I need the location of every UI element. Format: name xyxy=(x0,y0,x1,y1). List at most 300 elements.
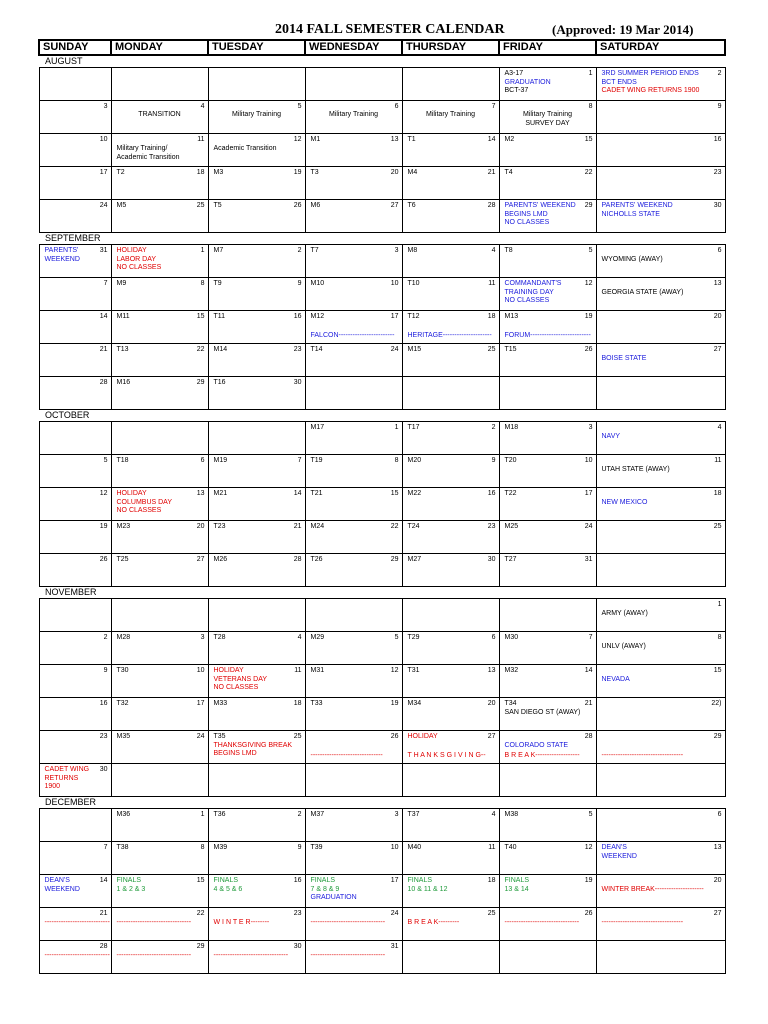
day-cell-oct-5 xyxy=(40,455,111,487)
event-text: M27 xyxy=(407,556,422,563)
day-number: 27 xyxy=(487,733,496,740)
day-cell-sep-29 xyxy=(112,377,208,409)
event-text: VETERANS DAY xyxy=(213,675,268,683)
day-cell-aug-24 xyxy=(40,200,111,232)
day-cell-empty xyxy=(112,68,208,100)
day-cell-oct-15 xyxy=(306,488,402,520)
event-text: COLORADO STATE xyxy=(504,742,569,749)
day-number: 13 xyxy=(390,136,399,143)
event-text: M2 xyxy=(504,136,515,143)
day-number: 17 xyxy=(390,877,399,884)
event-text: M37 xyxy=(310,811,325,818)
day-number: 22 xyxy=(196,346,205,353)
day-cell-dec-11 xyxy=(403,842,499,874)
day-cell-dec-25 xyxy=(403,908,499,940)
event-text: FINALS xyxy=(116,877,142,884)
day-cell-empty xyxy=(403,941,499,973)
event-text: ----------------------------------- xyxy=(601,919,684,926)
day-cell-sep-7 xyxy=(40,278,111,310)
day-number: 2 xyxy=(717,70,722,77)
week-row xyxy=(39,908,725,941)
event-text: 7 & 8 & 9 xyxy=(310,885,340,893)
event-text: CADET WING xyxy=(44,766,90,773)
week-row xyxy=(39,941,725,974)
day-cell-empty xyxy=(500,599,596,631)
day-cell-nov-6 xyxy=(403,632,499,664)
day-cell-dec-30 xyxy=(209,941,305,973)
day-cell-aug-29 xyxy=(500,200,596,232)
day-cell-sep-11 xyxy=(403,278,499,310)
event-text: M39 xyxy=(213,844,228,851)
header-wednesday: WEDNESDAY xyxy=(305,40,402,55)
event-text: M21 xyxy=(213,490,228,497)
week-row xyxy=(39,665,725,698)
day-cell-sep-21 xyxy=(40,344,111,376)
day-number: 17 xyxy=(390,313,399,320)
day-cell-dec-2 xyxy=(209,809,305,841)
day-cell-empty xyxy=(306,377,402,409)
day-cell-empty xyxy=(500,764,596,796)
month-label-october: OCTOBER xyxy=(39,410,725,422)
day-number: 23 xyxy=(293,910,302,917)
day-cell-empty xyxy=(112,764,208,796)
day-number: 14 xyxy=(487,136,496,143)
week-row xyxy=(39,200,725,233)
event-text: CADET WING RETURNS 1900 xyxy=(601,87,700,94)
event-text: M4 xyxy=(407,169,418,176)
day-cell-sep-16 xyxy=(209,311,305,343)
approval-note: (Approved: 19 Mar 2014) xyxy=(552,22,694,37)
day-number: 20 xyxy=(196,523,205,530)
day-cell-oct-29 xyxy=(306,554,402,586)
day-cell-oct-30 xyxy=(403,554,499,586)
event-text: B R E A K------------------- xyxy=(504,752,580,759)
day-number: 17 xyxy=(584,490,593,497)
event-text: -------------------------------- xyxy=(504,919,580,926)
day-number: 9 xyxy=(103,667,108,674)
week-row xyxy=(39,632,725,665)
day-number: 30 xyxy=(293,943,302,950)
day-cell-dec-31 xyxy=(306,941,402,973)
event-text: M12 xyxy=(310,313,325,320)
day-number: 4 xyxy=(297,634,302,641)
day-cell-oct-3 xyxy=(500,422,596,454)
event-text: BEGINS LMD xyxy=(504,210,548,218)
day-number: 25 xyxy=(713,523,722,530)
day-cell-nov-10 xyxy=(112,665,208,697)
event-text: NICHOLLS STATE xyxy=(601,210,660,218)
week-row xyxy=(39,731,725,764)
day-cell-dec-15 xyxy=(112,875,208,907)
day-cell-aug-17 xyxy=(40,167,111,199)
day-number: 30 xyxy=(99,766,108,773)
event-text: BEGINS LMD xyxy=(213,750,257,757)
day-cell-sep-22 xyxy=(112,344,208,376)
day-number: 7 xyxy=(588,634,593,641)
event-text: RETURNS xyxy=(44,774,79,782)
event-text: M5 xyxy=(116,202,127,209)
event-text: M7 xyxy=(213,247,224,254)
event-text: HOLIDAY xyxy=(116,490,147,497)
day-number: 6 xyxy=(200,457,205,464)
day-cell-sep-30 xyxy=(209,377,305,409)
event-text: PARENTS' xyxy=(44,247,79,254)
day-number: 13 xyxy=(196,490,205,497)
event-text: HOLIDAY xyxy=(116,247,147,254)
event-text: M34 xyxy=(407,700,422,707)
event-text: SAN DIEGO ST (AWAY) xyxy=(504,708,581,716)
month-label-december: DECEMBER xyxy=(39,797,725,809)
week-row xyxy=(39,311,725,344)
day-number: 22) xyxy=(711,700,722,707)
header-thursday: THURSDAY xyxy=(402,40,499,55)
event-text: T21 xyxy=(310,490,323,497)
day-number: 7 xyxy=(103,280,108,287)
day-cell-oct-7 xyxy=(209,455,305,487)
event-text: NO CLASSES xyxy=(116,507,162,514)
day-number: 18 xyxy=(487,313,496,320)
day-number: 27 xyxy=(196,556,205,563)
day-number: 12 xyxy=(584,844,593,851)
day-number: 20 xyxy=(390,169,399,176)
day-cell-sep-14 xyxy=(40,311,111,343)
day-cell-empty xyxy=(40,422,111,454)
day-cell-sep-27 xyxy=(597,344,725,376)
day-cell-sep-28 xyxy=(40,377,111,409)
event-text: M15 xyxy=(407,346,422,353)
day-cell-nov-25 xyxy=(209,731,305,763)
event-text: T10 xyxy=(407,280,420,287)
day-number: 21 xyxy=(293,523,302,530)
day-number: 8 xyxy=(717,634,722,641)
day-cell-aug-28 xyxy=(403,200,499,232)
day-cell-empty xyxy=(209,764,305,796)
day-number: 3 xyxy=(394,247,399,254)
day-cell-dec-10 xyxy=(306,842,402,874)
day-cell-aug-11 xyxy=(112,134,208,166)
day-number: 30 xyxy=(293,379,302,386)
day-cell-aug-23 xyxy=(597,167,725,199)
day-cell-dec-8 xyxy=(112,842,208,874)
day-number: 30 xyxy=(713,202,722,209)
event-text: M29 xyxy=(310,634,325,641)
event-text: TRAINING DAY xyxy=(504,288,554,296)
day-number: 26 xyxy=(584,346,593,353)
day-cell-dec-9 xyxy=(209,842,305,874)
event-text: T14 xyxy=(310,346,323,353)
day-number: 24 xyxy=(390,346,399,353)
event-text: WEEKEND xyxy=(44,885,80,893)
event-text: NEVADA xyxy=(601,676,630,683)
day-cell-oct-27 xyxy=(112,554,208,586)
day-number: 20 xyxy=(713,313,722,320)
week-row xyxy=(39,842,725,875)
day-number: 12 xyxy=(99,490,108,497)
event-text: B R E A K--------- xyxy=(407,919,460,926)
day-number: 11 xyxy=(714,457,722,464)
day-number: 13 xyxy=(713,280,722,287)
day-number: 29 xyxy=(390,556,399,563)
week-row xyxy=(39,422,725,455)
event-text: HOLIDAY xyxy=(213,667,244,674)
event-text: TRANSITION xyxy=(138,111,181,118)
day-cell-dec-4 xyxy=(403,809,499,841)
day-number: 19 xyxy=(584,313,593,320)
event-text: M38 xyxy=(504,811,519,818)
day-number: 29 xyxy=(584,202,593,209)
day-number: 18 xyxy=(713,490,722,497)
event-text: M1 xyxy=(310,136,321,143)
day-cell-empty xyxy=(306,599,402,631)
day-number: 7 xyxy=(103,844,108,851)
event-text: NAVY xyxy=(601,433,621,440)
event-text: M32 xyxy=(504,667,519,674)
event-text: T8 xyxy=(504,247,513,254)
month-label-november: NOVEMBER xyxy=(39,587,725,599)
day-number: 19 xyxy=(293,169,302,176)
day-cell-dec-3 xyxy=(306,809,402,841)
day-cell-aug-22 xyxy=(500,167,596,199)
day-cell-dec-13 xyxy=(597,842,725,874)
day-number: 27 xyxy=(713,346,722,353)
day-cell-aug-7 xyxy=(403,101,499,133)
day-number: 29 xyxy=(713,733,722,740)
day-number: 26 xyxy=(99,556,108,563)
event-text: LABOR DAY xyxy=(116,255,157,263)
day-cell-oct-9 xyxy=(403,455,499,487)
day-number: 23 xyxy=(99,733,108,740)
day-number: 14 xyxy=(293,490,302,497)
event-text: T28 xyxy=(213,634,226,641)
event-text: T13 xyxy=(116,346,129,353)
day-cell-dec-17 xyxy=(306,875,402,907)
day-cell-dec-16 xyxy=(209,875,305,907)
event-text: UTAH STATE (AWAY) xyxy=(601,466,670,473)
event-text: 1900 xyxy=(44,783,61,790)
day-cell-empty xyxy=(40,599,111,631)
day-cell-nov-5 xyxy=(306,632,402,664)
event-text: T18 xyxy=(116,457,129,464)
day-cell-empty xyxy=(306,68,402,100)
event-text: NEW MEXICO xyxy=(601,499,648,506)
day-cell-oct-4 xyxy=(597,422,725,454)
event-text: FINALS xyxy=(504,877,530,884)
event-text: M8 xyxy=(407,247,418,254)
day-cell-sep-3 xyxy=(306,245,402,277)
day-number: 1 xyxy=(394,424,399,431)
day-number: 24 xyxy=(390,910,399,917)
day-number: 17 xyxy=(99,169,108,176)
event-text: M23 xyxy=(116,523,131,530)
day-cell-sep-18 xyxy=(403,311,499,343)
day-cell-aug-1 xyxy=(500,68,596,100)
day-number: 28 xyxy=(584,733,593,740)
day-number: 5 xyxy=(394,634,399,641)
event-text: T38 xyxy=(116,844,129,851)
day-number: 3 xyxy=(103,103,108,110)
day-cell-oct-25 xyxy=(597,521,725,553)
day-cell-dec-20 xyxy=(597,875,725,907)
day-number: 16 xyxy=(293,877,302,884)
day-cell-oct-21 xyxy=(209,521,305,553)
day-number: 28 xyxy=(293,556,302,563)
day-number: 9 xyxy=(297,844,302,851)
day-number: 9 xyxy=(491,457,496,464)
day-number: 1 xyxy=(200,247,205,254)
day-cell-aug-15 xyxy=(500,134,596,166)
day-number: 21 xyxy=(99,910,108,917)
day-cell-aug-2 xyxy=(597,68,725,100)
day-cell-empty xyxy=(112,422,208,454)
event-text: UNLV (AWAY) xyxy=(601,643,646,650)
event-text: HERITAGE--------------------- xyxy=(407,332,492,339)
day-cell-nov-15 xyxy=(597,665,725,697)
event-text: M22 xyxy=(407,490,422,497)
header-monday: MONDAY xyxy=(111,40,208,55)
event-text: GEORGIA STATE (AWAY) xyxy=(601,289,684,296)
event-text: FALCON------------------------ xyxy=(310,332,395,339)
day-cell-sep-2 xyxy=(209,245,305,277)
day-cell-sep-23 xyxy=(209,344,305,376)
event-text: M28 xyxy=(116,634,131,641)
event-text: 10 & 11 & 12 xyxy=(407,885,448,893)
day-cell-oct-18 xyxy=(597,488,725,520)
event-text: PARENTS' WEEKEND xyxy=(504,202,576,209)
event-text: -------------------------------- xyxy=(116,952,192,959)
day-cell-empty xyxy=(403,68,499,100)
event-text: T33 xyxy=(310,700,323,707)
day-cell-nov-27 xyxy=(403,731,499,763)
day-number: 24 xyxy=(196,733,205,740)
week-row xyxy=(39,764,725,797)
event-text: -------------------------------- xyxy=(116,919,192,926)
event-text: T3 xyxy=(310,169,319,176)
day-number: 26 xyxy=(584,910,593,917)
day-number: 16 xyxy=(99,700,108,707)
day-cell-sep-26 xyxy=(500,344,596,376)
event-text: FORUM-------------------------- xyxy=(504,332,591,339)
event-text: M9 xyxy=(116,280,127,287)
day-cell-nov-26 xyxy=(306,731,402,763)
day-number: 13 xyxy=(713,844,722,851)
day-cell-dec-24 xyxy=(306,908,402,940)
day-number: 6 xyxy=(491,634,496,641)
day-cell-nov-4 xyxy=(209,632,305,664)
day-number: 12 xyxy=(390,667,399,674)
event-text: ---------------------------- xyxy=(44,919,110,926)
event-text: WEEKEND xyxy=(44,255,80,263)
day-cell-nov-20 xyxy=(403,698,499,730)
day-cell-aug-13 xyxy=(306,134,402,166)
event-text: Military Training xyxy=(328,111,378,118)
day-cell-oct-14 xyxy=(209,488,305,520)
day-cell-aug-20 xyxy=(306,167,402,199)
day-number: 10 xyxy=(390,280,399,287)
day-cell-aug-19 xyxy=(209,167,305,199)
day-number: 18 xyxy=(293,700,302,707)
day-cell-oct-20 xyxy=(112,521,208,553)
header-saturday: SATURDAY xyxy=(596,40,725,55)
event-text: 13 & 14 xyxy=(504,885,529,893)
day-number: 28 xyxy=(99,379,108,386)
day-number: 4 xyxy=(491,811,496,818)
day-number: 28 xyxy=(99,943,108,950)
day-cell-sep-20 xyxy=(597,311,725,343)
day-cell-oct-17 xyxy=(500,488,596,520)
month-label-august: AUGUST xyxy=(39,55,725,68)
event-text: T4 xyxy=(504,169,513,176)
day-cell-aug-5 xyxy=(209,101,305,133)
week-row xyxy=(39,245,725,278)
day-number: 23 xyxy=(293,346,302,353)
event-text: M31 xyxy=(310,667,325,674)
event-text: NO CLASSES xyxy=(116,264,162,271)
day-cell-aug-16 xyxy=(597,134,725,166)
day-cell-nov-13 xyxy=(403,665,499,697)
event-text: M40 xyxy=(407,844,422,851)
day-cell-dec-1 xyxy=(112,809,208,841)
day-cell-dec-29 xyxy=(112,941,208,973)
event-text: BOISE STATE xyxy=(601,355,647,362)
day-cell-dec-28 xyxy=(40,941,111,973)
event-text: WEEKEND xyxy=(601,852,637,860)
day-cell-nov-3 xyxy=(112,632,208,664)
week-row xyxy=(39,521,725,554)
event-text: T34 xyxy=(504,700,517,707)
day-cell-empty xyxy=(597,764,725,796)
day-cell-nov-29 xyxy=(597,731,725,763)
day-number: 11 xyxy=(488,844,496,851)
day-cell-oct-8 xyxy=(306,455,402,487)
day-number: 10 xyxy=(99,136,108,143)
event-text: T19 xyxy=(310,457,323,464)
event-text: T26 xyxy=(310,556,323,563)
event-text: T17 xyxy=(407,424,420,431)
week-row xyxy=(39,278,725,311)
day-cell-nov-1 xyxy=(597,599,725,631)
day-cell-nov-16 xyxy=(40,698,111,730)
day-number: 3 xyxy=(394,811,399,818)
day-cell-empty xyxy=(209,422,305,454)
day-cell-nov-8 xyxy=(597,632,725,664)
day-cell-aug-4 xyxy=(112,101,208,133)
day-number: 14 xyxy=(584,667,593,674)
event-text: M18 xyxy=(504,424,519,431)
day-cell-oct-6 xyxy=(112,455,208,487)
day-cell-dec-18 xyxy=(403,875,499,907)
event-text: FINALS xyxy=(407,877,433,884)
week-row xyxy=(39,488,725,521)
weekday-header-row xyxy=(39,40,725,55)
day-number: 16 xyxy=(487,490,496,497)
day-number: 5 xyxy=(588,811,593,818)
day-cell-aug-25 xyxy=(112,200,208,232)
event-text: T20 xyxy=(504,457,517,464)
event-text: T40 xyxy=(504,844,517,851)
day-number: 24 xyxy=(584,523,593,530)
event-text: WINTER BREAK--------------------- xyxy=(601,886,704,893)
day-number: 2 xyxy=(103,634,108,641)
day-number: 2 xyxy=(297,247,302,254)
day-cell-aug-31 xyxy=(40,245,111,277)
event-text: -------------------------------- xyxy=(310,919,386,926)
event-text: Academic Transition xyxy=(116,153,180,161)
day-number: 18 xyxy=(196,169,205,176)
week-row xyxy=(39,809,725,842)
day-cell-oct-31 xyxy=(500,554,596,586)
event-text: T37 xyxy=(407,811,420,818)
event-text: Military Training xyxy=(231,111,281,118)
